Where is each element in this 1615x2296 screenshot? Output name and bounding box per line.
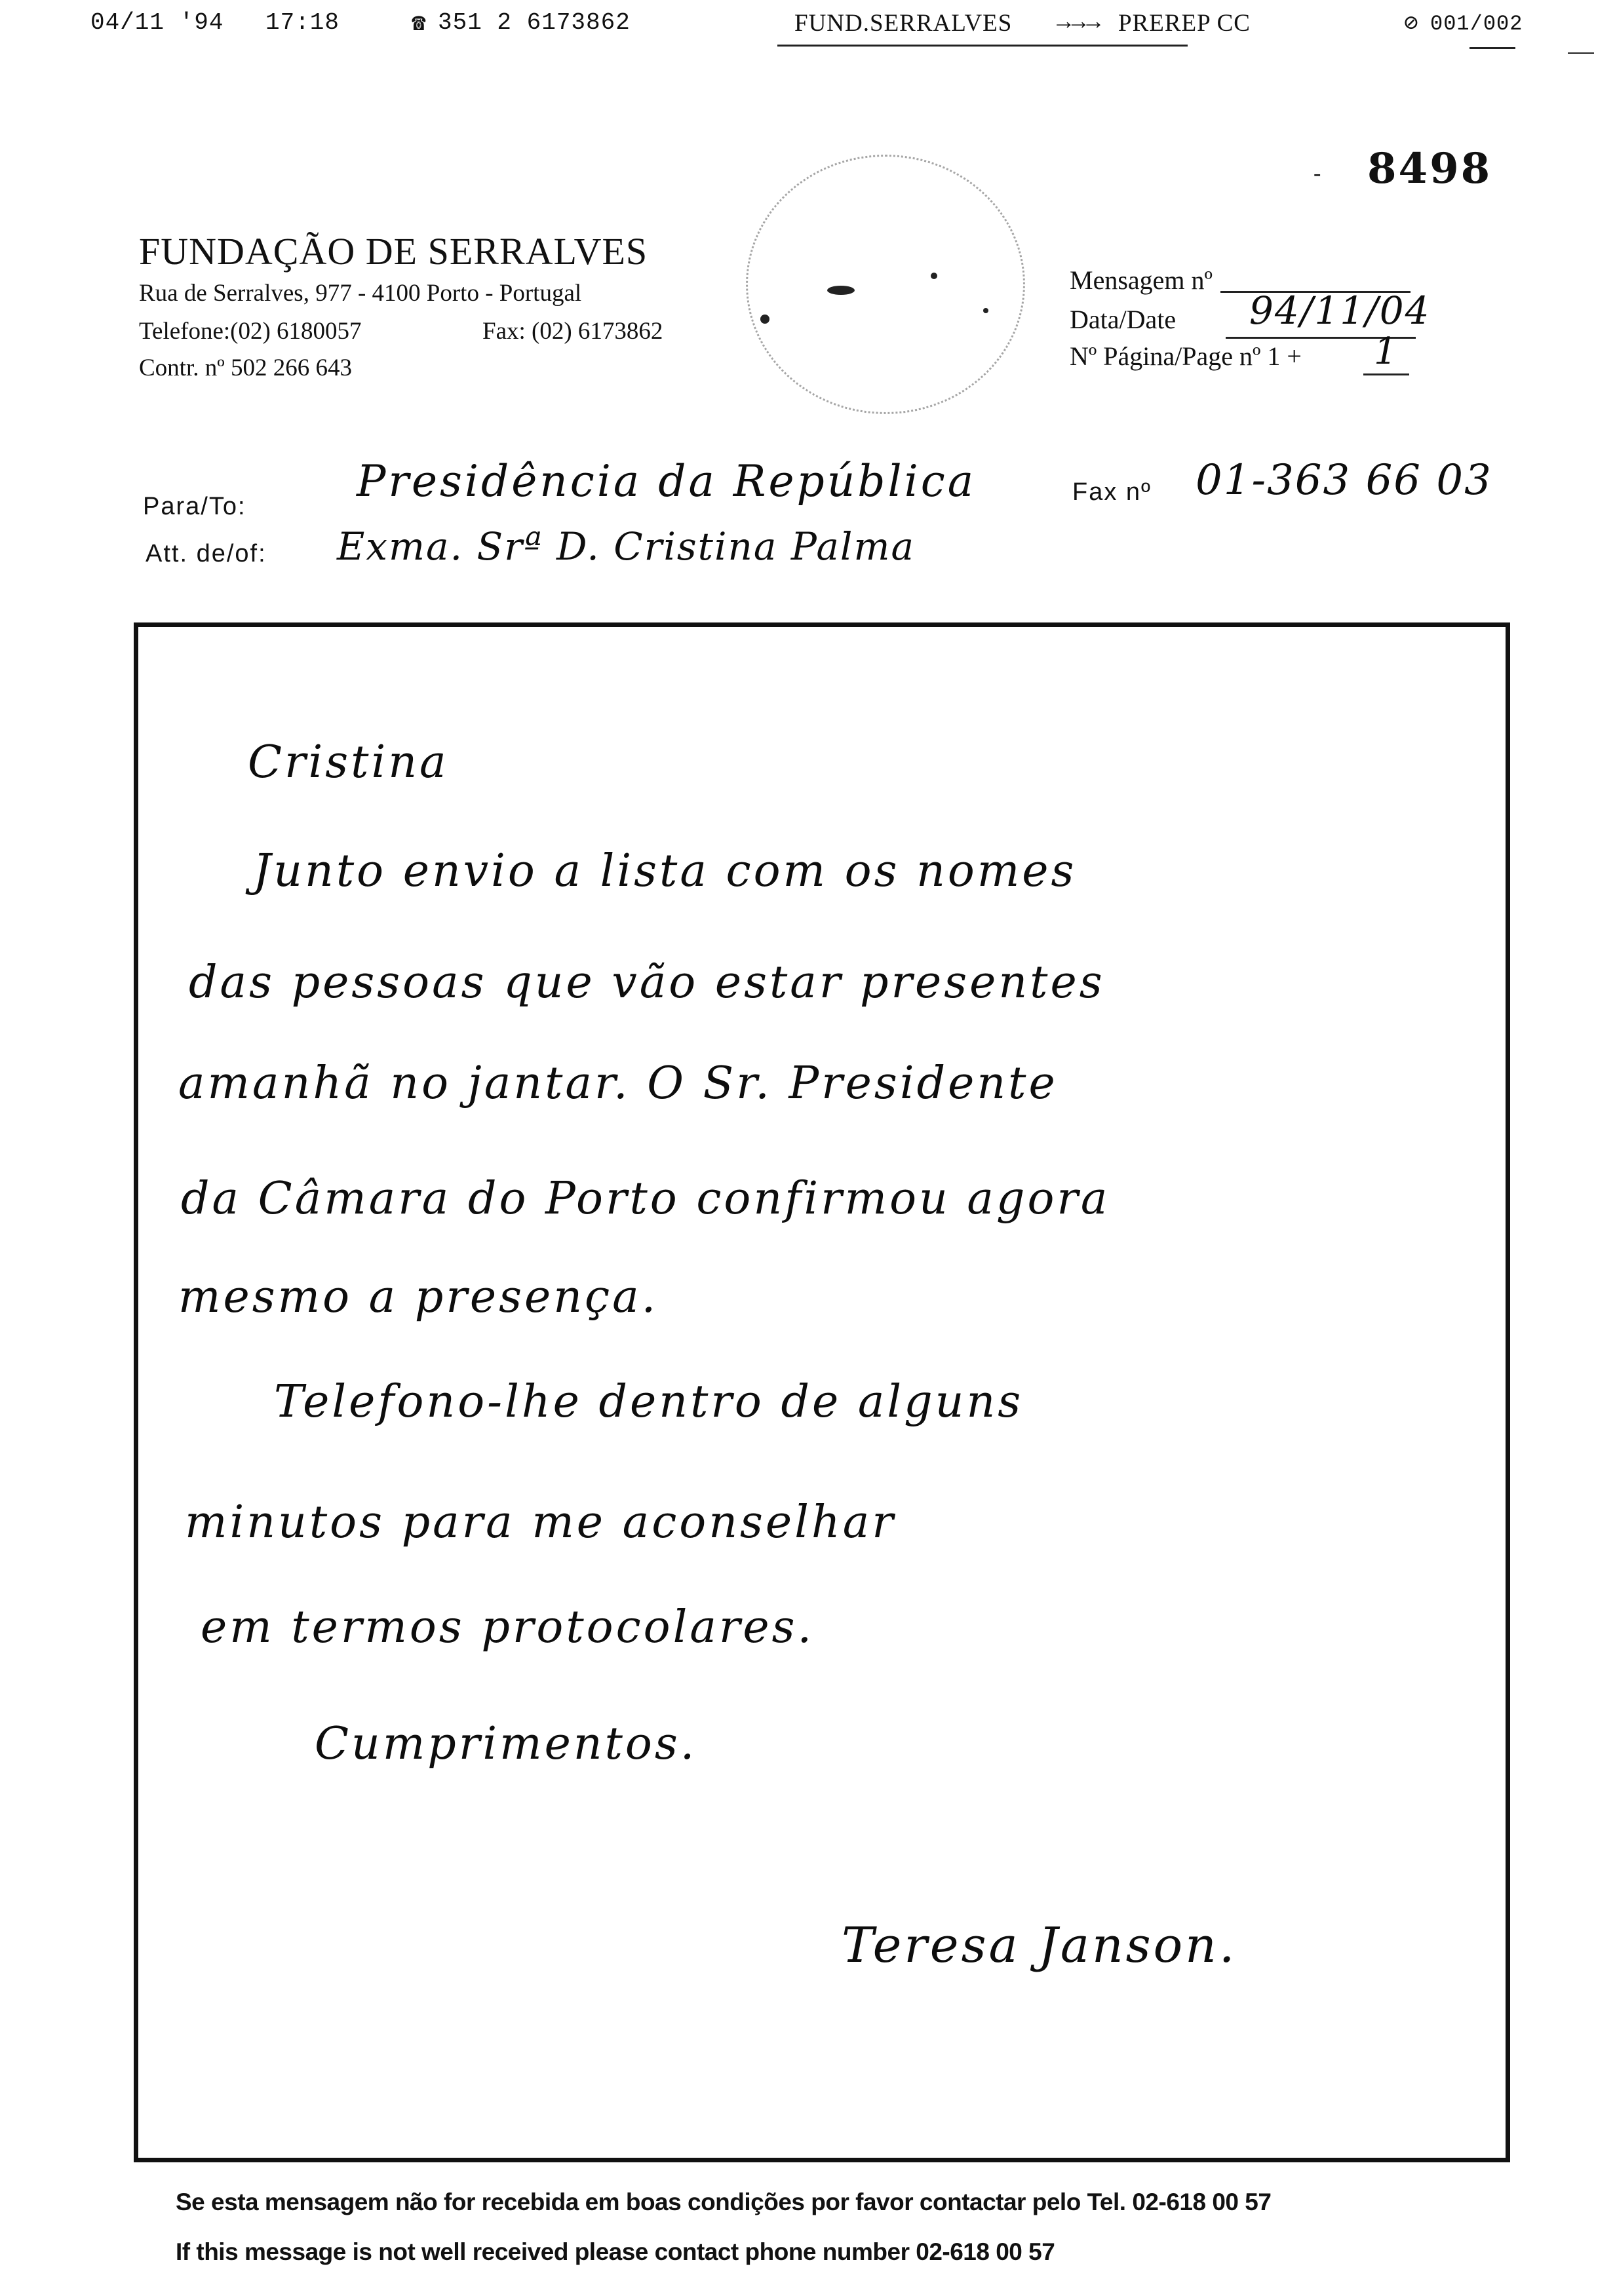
stamp-mark	[827, 286, 855, 295]
body-line: amanhã no jantar. O Sr. Presidente	[178, 1058, 1058, 1109]
fax-sender: FUND.SERRALVES	[794, 10, 1013, 37]
fax-time: 17:18	[265, 9, 340, 36]
page-blank	[1363, 373, 1409, 375]
signature: Teresa Janson.	[842, 1917, 1237, 1974]
fax-number-label: Fax nº	[1072, 478, 1152, 506]
header-rule	[1568, 52, 1594, 54]
date-label: Data/Date	[1070, 305, 1177, 334]
organization-telephone: Telefone:(02) 6180057	[139, 318, 362, 345]
footer-note-en: If this message is not well received please contact phone number 02-618 00 57	[176, 2238, 1055, 2265]
header-rule	[1057, 45, 1188, 47]
fax-number-value: 01-363 66 03	[1196, 456, 1492, 505]
organization-fax: Fax: (02) 6173862	[482, 318, 663, 345]
body-line: da Câmara do Porto confirmou agora	[181, 1173, 1110, 1225]
fax-date: 04/11 '94	[90, 9, 224, 36]
arrow-icon: →→→	[1057, 9, 1101, 36]
phone-icon: ☎	[412, 10, 427, 37]
organization-address: Rua de Serralves, 977 - 4100 Porto - Portugal	[139, 280, 582, 307]
stamp-mark	[983, 308, 988, 313]
attention-label: Att. de/of:	[146, 540, 267, 567]
page-value: 1	[1374, 330, 1399, 373]
reference-number: 8498	[1367, 144, 1492, 193]
stamp-mark	[931, 273, 937, 279]
body-line: mesmo a presença.	[178, 1271, 659, 1323]
closing: Cumprimentos.	[315, 1718, 697, 1770]
body-line: minutos para me aconselhar	[185, 1497, 896, 1548]
date-value: 94/11/04	[1249, 288, 1431, 333]
fax-recipient: PREREP CC	[1118, 10, 1251, 37]
page-label: Nº Página/Page nº 1 +	[1070, 341, 1302, 371]
dash-mark: -	[1313, 161, 1321, 185]
body-line: Junto envio a lista com os nomes	[253, 845, 1077, 897]
salutation: Cristina	[248, 737, 449, 788]
organization-contributor-number: Contr. nº 502 266 643	[139, 354, 352, 381]
body-line: das pessoas que vão estar presentes	[189, 957, 1105, 1008]
organization-name: FUNDAÇÃO DE SERRALVES	[139, 230, 648, 273]
page-icon: ⊘	[1404, 10, 1419, 37]
fax-page-count: 001/002	[1430, 12, 1523, 36]
footer-note-pt: Se esta mensagem não for recebida em boas condições por favor contactar pelo Tel. 02-618 00 57	[176, 2189, 1272, 2215]
to-label: Para/To:	[143, 493, 246, 520]
header-rule	[777, 45, 1105, 47]
body-line: em termos protocolares.	[201, 1601, 815, 1653]
stamp-mark	[760, 315, 769, 324]
attention-value: Exma. Srª D. Cristina Palma	[337, 524, 916, 569]
header-rule	[1469, 47, 1515, 49]
body-line: Telefono-lhe dentro de alguns	[274, 1376, 1024, 1428]
to-value: Presidência da República	[357, 456, 977, 507]
circular-stamp	[746, 155, 1025, 414]
fax-phone-number: 351 2 6173862	[438, 9, 631, 36]
message-number-label: Mensagem nº	[1070, 265, 1213, 295]
